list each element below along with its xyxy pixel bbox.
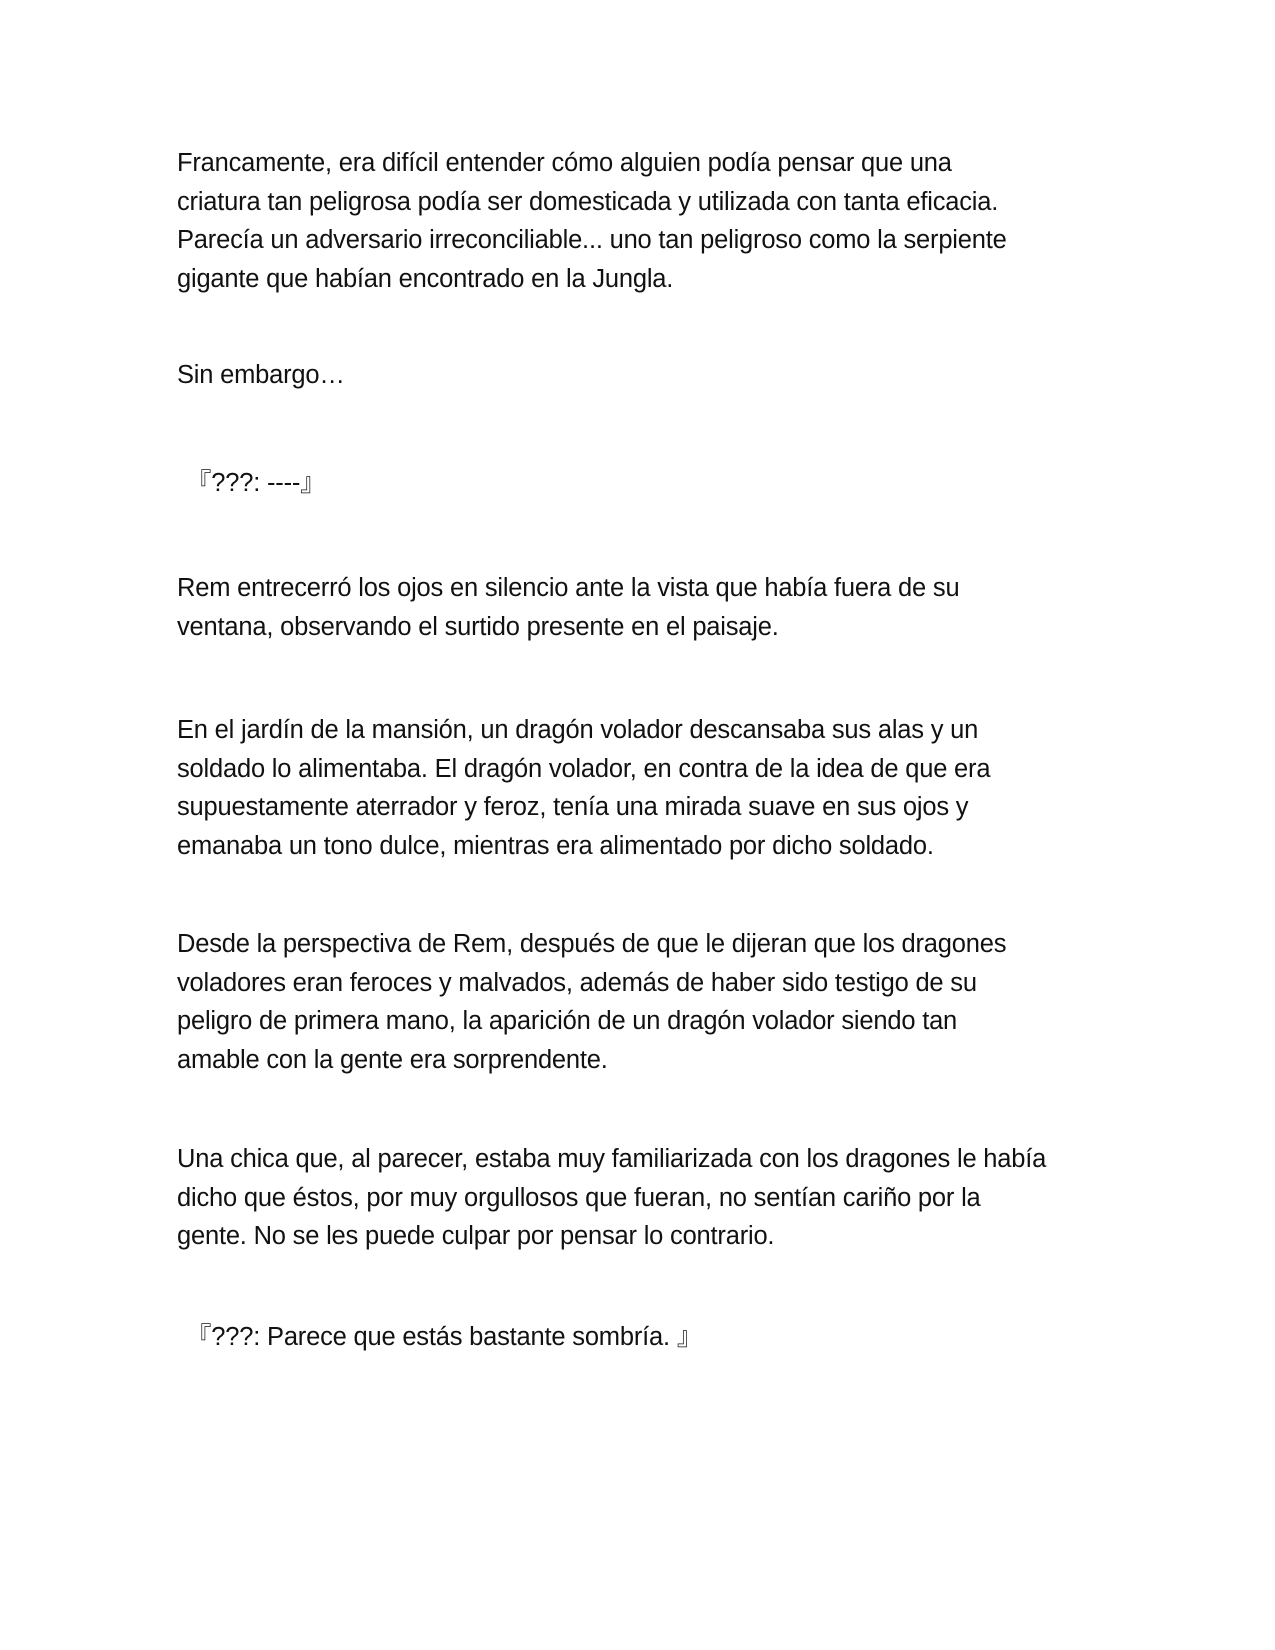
paragraph-2: Sin embargo… (177, 361, 345, 389)
paragraph-1: Francamente, era difícil entender cómo alguien podía pensar que una criatura tan peligrosa podía ser domesticada y utilizada con tanta eficacia. Parecía un adversario irreconciliable... uno tan peligroso como la serpiente gigante que habían encontrado en la Jungla. (177, 149, 1007, 293)
paragraph-3: Rem entrecerró los ojos en silencio ante la vista que había fuera de su ventana, observando el surtido presente en el paisaje. (177, 574, 960, 641)
paragraph-6: Una chica que, al parecer, estaba muy familiarizada con los dragones le había dicho que éstos, por muy orgullosos que fueran, no sentían cariño por la gente. No se les puede culpar por pensar lo contrario. (177, 1145, 1047, 1250)
paragraph-5: Desde la perspectiva de Rem, después de que le dijeran que los dragones voladores eran feroces y malvados, además de haber sido testigo de su peligro de primera mano, la aparición de un dragón volador siendo tan amable con la gente era sorprendente. (177, 930, 1007, 1074)
dialogue-line-1: 『???: ----』 (186, 469, 326, 497)
dialogue-line-2: 『???: Parece que estás bastante sombría. 』 (186, 1323, 703, 1351)
paragraph-4: En el jardín de la mansión, un dragón volador descansaba sus alas y un soldado lo alimentaba. El dragón volador, en contra de la idea de que era supuestamente aterrador y feroz, tenía una mirada suave en sus ojos y emanaba un tono dulce, mientras era alimentado por dicho soldado. (177, 716, 991, 860)
